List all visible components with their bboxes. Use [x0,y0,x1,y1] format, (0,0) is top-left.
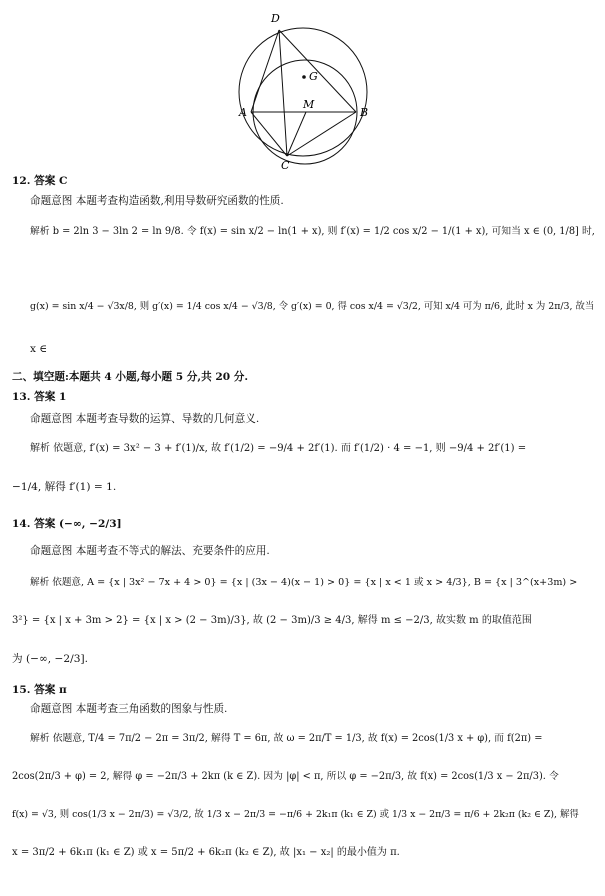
q15-solution-line-1: 解析 依题意, T/4 = 7π/2 − 2π = 3π/2, 解得 T = 6π, 故 ω = 2π/T = 1/3, 故 f(x) = 2cos(1/3 x + φ), 而 f(2π) = [30,733,543,744]
label-G: G [309,70,318,83]
q14-solution-line-1: 解析 依题意, A = {x | 3x² − 7x + 4 > 0} = {x | (3x − 4)(x − 1) > 0} = {x | x < 1 或 x > 4/3}, B = {x | 3^(x+3m) > [30,577,578,588]
segment-BC [287,112,356,156]
label-A: A [239,106,247,119]
label-B: B [360,106,369,119]
q13-heading: 13. 答案 1 [12,391,67,403]
q15-solution-line-3: f(x) = √3, 则 cos(1/3 x − 2π/3) = √3/2, 故 1/3 x − 2π/3 = −π/6 + 2k₁π (k₁ ∈ Z) 或 1/3 x − 2π/3 = π/6 + 2k₂π (k₂ ∈ Z), 解得 [12,809,579,820]
q15-solution-line-2: 2cos(2π/3 + φ) = 2, 解得 φ = −2π/3 + 2kπ (k ∈ Z). 因为 |φ| < π, 所以 φ = −2π/3, 故 f(x) = 2cos(1/3 x − 2π/3). 令 [12,771,559,782]
q13-intent: 命题意图 本题考查导数的运算、导数的几何意义. [30,413,260,425]
q13-solution-line-1: 解析 依题意, f′(x) = 3x² − 3 + f′(1)/x, 故 f′(1/2) = −9/4 + 2f′(1). 而 f′(1/2) · 4 = −1, 则 −9/4 + 2f′(1) = [30,443,527,454]
segment-DA [251,30,279,112]
q15-intent: 命题意图 本题考查三角函数的图象与性质. [30,703,228,715]
q12-intent: 命题意图 本题考查构造函数,利用导数研究函数的性质. [30,195,284,207]
geometry-figure [225,6,385,172]
q12-solution-line-1: 解析 b = 2ln 3 − 3ln 2 = ln 9/8. 令 f(x) = sin x/2 − ln(1 + x), 则 f′(x) = 1/2 cos x/2 − 1/(1 + x), 可知当 x ∈ (0, 1/8] 时, [30,226,595,237]
q14-solution-line-2: 3²} = {x | x + 3m > 2} = {x | x > (2 − 3m)/3}, 故 (2 − 3m)/3 ≥ 4/3, 解得 m ≤ −2/3, 故实数 m 的取值范围 [12,615,532,626]
q13-solution-line-2: −1/4, 解得 f′(1) = 1. [12,481,117,493]
q14-solution-line-3: 为 (−∞, −2/3]. [12,653,88,665]
point-G-dot [302,75,306,79]
q15-solution-line-4: x = 3π/2 + 6k₁π (k₁ ∈ Z) 或 x = 5π/2 + 6k₂π (k₂ ∈ Z), 故 |x₁ − x₂| 的最小值为 π. [12,847,400,858]
section-heading-fill-in: 二、填空题:本题共 4 小题,每小题 5 分,共 20 分. [12,371,249,383]
label-C: C [281,159,290,172]
q12-solution-line-2: g(x) = sin x/4 − √3x/8, 则 g′(x) = 1/4 cos x/4 − √3/8, 令 g′(x) = 0, 得 cos x/4 = √3/2, 可知 x/4 可为 π/6, 此时 x 为 2π/3, 故当 [30,301,595,312]
label-D: D [271,12,280,25]
q14-heading: 14. 答案 (−∞, −2/3] [12,518,122,530]
segment-DC [279,30,287,156]
q12-heading: 12. 答案 C [12,175,68,187]
q12-solution-line-3: x ∈ [30,343,48,355]
q15-heading: 15. 答案 π [12,684,67,696]
q14-intent: 命题意图 本题考查不等式的解法、充要条件的应用. [30,545,270,557]
label-M: M [303,98,315,111]
